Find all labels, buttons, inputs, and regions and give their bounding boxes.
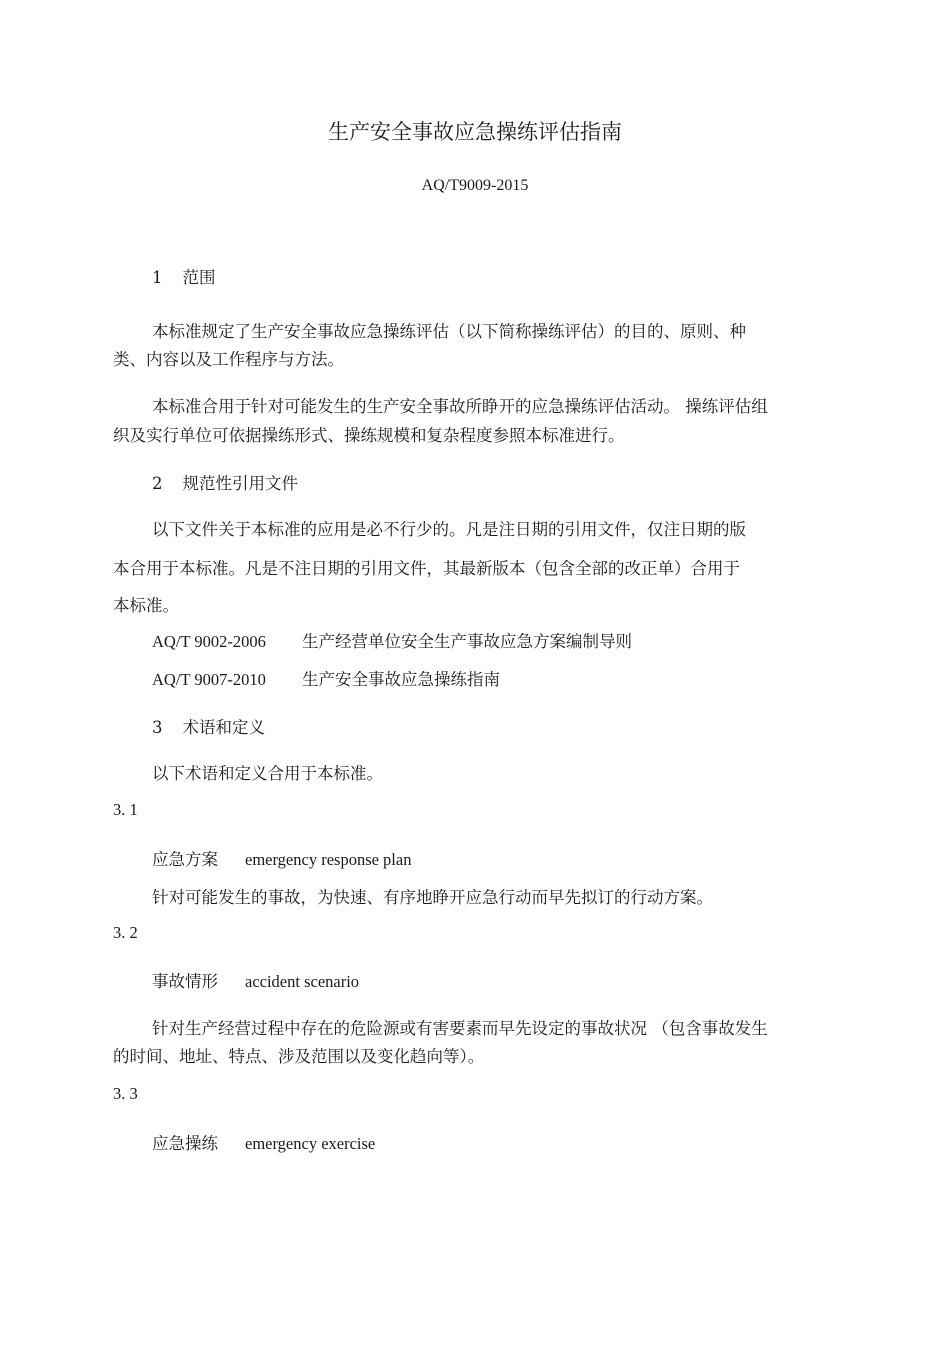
section-title: 术语和定义	[182, 718, 265, 737]
section-number: 1	[152, 268, 163, 287]
paragraph-line: 本标准规定了生产安全事故应急操练评估（以下简称操练评估）的目的、原则、种	[152, 322, 746, 341]
section-1-heading	[152, 268, 216, 288]
term-en: emergency response plan	[245, 850, 412, 869]
paragraph-line: 以下术语和定义合用于本标准。	[152, 764, 383, 783]
section-number: 3	[152, 718, 163, 737]
section-3-heading	[152, 718, 265, 738]
term-number: 3. 2	[113, 923, 138, 942]
term-en: accident scenario	[245, 972, 360, 991]
reference-title: 生产经营单位安全生产事故应急方案编制导则	[302, 632, 632, 651]
term-entry	[152, 972, 359, 992]
term-zh: 事故情形	[152, 972, 218, 991]
document-title: 生产安全事故应急操练评估指南	[328, 120, 622, 144]
reference-code: AQ/T 9007-2010	[152, 670, 266, 689]
section-number: 2	[152, 474, 163, 493]
term-zh: 应急操练	[152, 1134, 218, 1153]
term-entry	[152, 850, 411, 870]
reference-item	[152, 670, 500, 690]
paragraph-line: 类、内容以及工作程序与方法。	[113, 350, 344, 369]
standard-code: AQ/T9009-2015	[421, 177, 529, 194]
paragraph-line: 本标准合用于针对可能发生的生产安全事故所睁开的应急操练评估活动。 操练评估组	[152, 397, 768, 416]
term-definition: 针对可能发生的事故，为快速、有序地睁开应急行动而早先拟订的行动方案。	[152, 888, 713, 907]
section-title: 范围	[182, 268, 216, 287]
section-title: 规范性引用文件	[182, 474, 298, 493]
reference-item	[152, 632, 632, 652]
term-definition: 的时间、地址、特点、涉及范围以及变化趋向等）。	[113, 1047, 485, 1066]
paragraph-line: 以下文件关于本标准的应用是必不行少的。凡是注日期的引用文件，仅注日期的版	[152, 520, 746, 539]
term-entry	[152, 1134, 375, 1154]
term-number: 3. 1	[113, 800, 138, 819]
paragraph-line: 织及实行单位可依据操练形式、操练规模和复杂程度参照本标准进行。	[113, 426, 625, 445]
term-zh: 应急方案	[152, 850, 218, 869]
term-definition: 针对生产经营过程中存在的危险源或有害要素而早先设定的事故状况 （包含事故发生	[152, 1019, 768, 1038]
paragraph-line: 本合用于本标准。凡是不注日期的引用文件，其最新版本（包含全部的改正单）合用于	[113, 559, 740, 578]
reference-title: 生产安全事故应急操练指南	[302, 670, 500, 689]
section-2-heading	[152, 474, 298, 494]
reference-code: AQ/T 9002-2006	[152, 632, 266, 651]
term-number: 3. 3	[113, 1084, 138, 1103]
term-en: emergency exercise	[245, 1134, 376, 1153]
paragraph-line: 本标准。	[113, 596, 179, 615]
